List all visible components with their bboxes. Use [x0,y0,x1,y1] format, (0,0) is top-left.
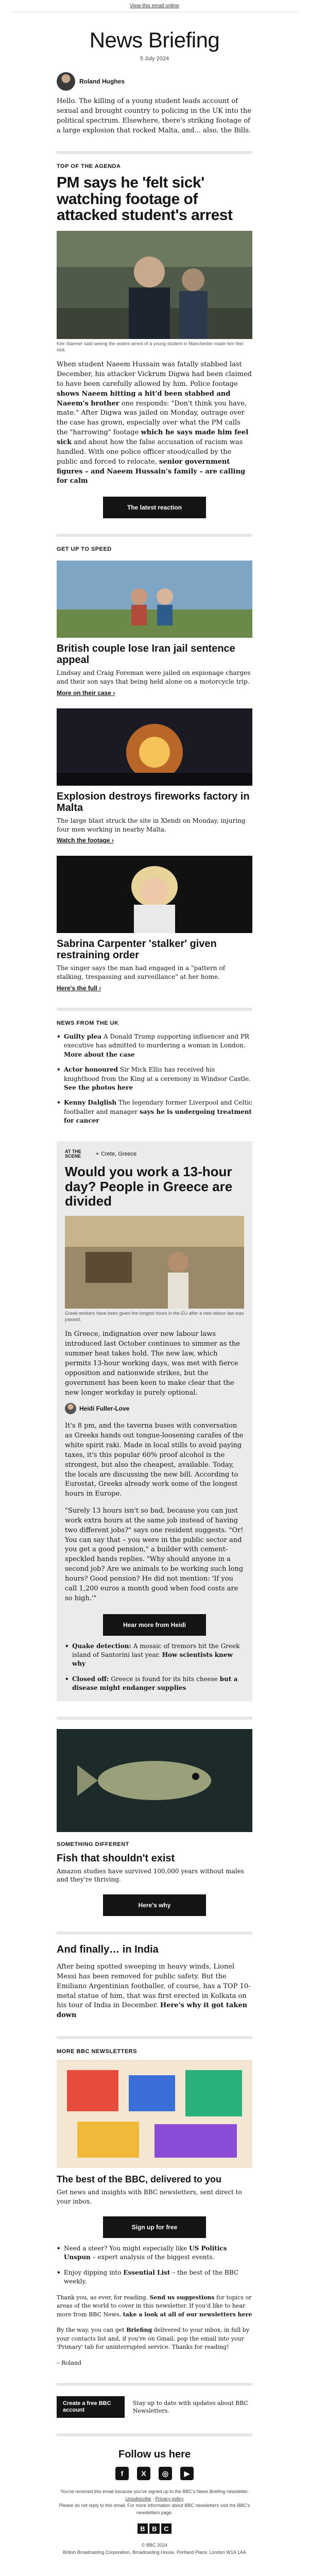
reporter-avatar [65,1403,76,1414]
story-summary: Lindsay and Craig Foreman were jailed on espionage charges and their son says that being held alone on a motorcycle trip. [57,669,251,686]
story-item [57,856,252,992]
list-item-link[interactable]: Essential List [123,2268,170,2276]
scene-header [65,1149,244,1160]
newsletters-image-art [57,2060,252,2168]
story-image-art [57,708,252,786]
lead-image-caption: Keir Starmer said seeing the violent arrest of a young student in Manchester made him feel sick. [57,341,244,352]
reporter-byline: Heidi Fuller-Love [65,1403,244,1414]
story-summary: The large blast struck the site in Xlendi on Monday, injuring four men working in nearby Malta. [57,817,246,833]
section-divider [57,2383,252,2386]
issue-date: 5 July 2024 [140,56,169,62]
list-item: • Guilty plea A Donald Trump supporting influencer and PR executive has admitted to murdering a woman in London. More about the case [57,1032,252,1059]
scene-body-2: It's 8 pm, and the taverna buses with conversation as Greeks hands out tongue-loosening carafes of the white spirit raki. Made in local stills to avoid paying taxes, it's this popular 60% proof alcohol is the strongest, but also the cheapest, available. Today, the locals are discussing the new bill. According to Eurostat, Greeks already work some of the longest hours in Europe. [65,1422,244,1498]
latest-reaction-button[interactable]: The latest reaction [103,497,206,518]
scene-body-3: "Surely 13 hours isn't so bad, because you can just work extra hours at the same job instead of having two different jobs?" says one resident suggests. "Or! You can say that – you were in the public sector and you get a good pension," a builder with cement-speckled hands replies. "Why should anyone in a second job? Are we animals to be working such long hours? Good pension? He did not mention: 'If you call 1,200 euros a month good when food costs are so high.'" [65,1507,244,1602]
newsletters-list [57,2244,252,2286]
story-item [57,708,252,845]
section-divider [57,1931,252,1935]
account-promo [57,2396,252,2418]
section-divider [57,1717,252,1720]
list-item: • Need a steer? You might especially like US Politics Unspun – expert analysis of the biggest events. [57,2244,252,2262]
heres-why-button[interactable]: Here's why [103,1894,206,1916]
account-text: Stay up to date with updates about BBC Newsletters. [132,2399,249,2415]
create-account-button[interactable]: Create a free BBC account [57,2396,125,2418]
signoff-text: Thank you, as ever, for reading. Send us suggestions for topics or areas of the world to cover in this newsletter. If you'd like to hear more from BBC News, take a look at all of our newsletters here [57,2294,252,2318]
other-newsletters-link[interactable]: take a look at all of our newsletters here [123,2311,252,2318]
instagram-icon[interactable]: ◎ [159,2467,172,2480]
section-divider [57,151,252,154]
author-name: Roland Hughes [79,78,125,85]
scene-image[interactable] [65,1216,244,1309]
section-divider [57,534,252,537]
byline [57,72,252,91]
header [10,12,299,62]
youtube-icon[interactable]: ▶ [180,2467,194,2480]
story-image[interactable] [57,856,252,933]
list-item: • Kenny Dalglish The legendary former Liverpool and Celtic footballer and manager says he is undergoing treatment for cancer [57,1098,252,1125]
story-link[interactable]: Watch the footage › [57,837,114,844]
list-item-link[interactable]: says he is undergoing treatment for cancer [64,1108,252,1125]
copyright: © BBC 2024 British Broadcasting Corporation, Broadcasting House, Portland Place, London W1A 1AA [63,2543,246,2555]
masthead: News Briefing [89,28,220,52]
scene-caption: Greek workers have been given the longest hours in the EU after a new labour law was passed. [65,1311,244,1322]
facebook-icon[interactable]: f [115,2467,129,2480]
section-label: NEWS FROM THE UK [57,1020,119,1026]
different-summary: Amazon studies have survived 100,000 years without males and they're thriving. [57,1867,244,1884]
section-divider [57,2433,252,2436]
list-item-link[interactable]: See the photos here [64,1083,133,1091]
view-online [0,0,309,12]
story-headline[interactable]: Sabrina Carpenter 'stalker' given restraining order [57,938,217,961]
different-image[interactable] [57,1729,252,1832]
story-image-art [57,856,252,933]
uk-news-list [57,1032,252,1126]
section-label: SOMETHING DIFFERENT [57,1841,129,1848]
location-pin-icon: ⌖ [96,1150,99,1157]
story-headline[interactable]: British couple lose Iran jail sentence appeal [57,643,235,666]
at-the-scene-section [57,1141,252,1701]
lead-link-3[interactable]: senior government figures – and Naeem Hussain's family – are calling for calm [57,457,246,485]
section-label: TOP OF THE AGENDA [57,163,121,170]
hear-more-button[interactable]: Hear more from Heidi [103,1614,206,1636]
lead-headline[interactable]: PM says he 'felt sick' watching footage of attacked student's arrest [57,174,233,224]
finally-link[interactable]: Here's why it got taken down [57,2002,248,2020]
lead-link-1[interactable]: shows Naeem hitting a hit'd been stabbed and Naeem's brother [57,389,231,408]
newsletters-image[interactable] [57,2060,252,2168]
section-label: GET UP TO SPEED [57,546,112,553]
list-item: • Quake detection: A mosaic of tremors hit the Greek island of Santorini last year. How scientists knew why [65,1642,244,1669]
list-item: • Actor honoured Sir Mick Ellis has received his knighthood from the King at a ceremony in Windsor Castle. See the photos here [57,1065,252,1092]
unsubscribe-link[interactable]: Unsubscribe [125,2496,151,2501]
inbox-tip: By the way, you can get Briefing delivered to your inbox, in full by your contacts list and, if you're on Gmail, pop the email into your 'Primary' tab for uninterrupted service. Thanks for reading! [57,2327,250,2350]
follow-heading: Follow us here [118,2449,191,2461]
lead-image[interactable] [57,231,252,339]
different-image-art [57,1729,252,1832]
suggestions-link[interactable]: Send us suggestions [149,2294,215,2301]
lead-image-art [57,231,252,339]
lead-link-2[interactable]: which he says made him feel sick [57,429,249,446]
speed-section [57,546,252,992]
different-headline[interactable]: Fish that shouldn't exist [57,1852,175,1864]
section-divider [57,2036,252,2039]
scene-location: ⌖ Crete, Greece [96,1150,137,1158]
list-item-link[interactable]: but a disease might endanger supplies [72,1675,238,1692]
intro-text: Hello. The killing of a young student leads account of sexual and brought country to policing in the UK into the political spectrum. Elsewhere, there's striking footage of a large explosion that rocked Malta, and... also, the Bills. [57,97,252,134]
story-summary: The singer says the man had engaged in a "pattern of stalking, trespassing and surveillance" at her home. [57,964,226,981]
story-image-art [57,561,252,638]
newsletters-section [57,2048,252,2367]
section-label: MORE BBC NEWSLETTERS [57,2048,138,2055]
scene-body-1: In Greece, indignation over new labour laws introduced last October continues to simmer as the summer heat takes hold. The new law, which permits 13-hour working days, was met with fierce opposition and nationwide strikes, but the government has been keen to make clear that the new longer workday is purely optional. [65,1330,240,1397]
author-avatar [57,72,75,91]
view-online-link[interactable]: View this email online [130,3,179,9]
story-image[interactable] [57,561,252,638]
list-item-link[interactable]: How scientists knew why [72,1651,233,1668]
something-different-section [57,1729,252,1917]
finally-headline[interactable]: And finally… in India [57,1944,159,1956]
and-finally-section [57,1944,252,2021]
story-item [57,561,252,697]
lead-body: When student Naeem Hussain was fatally stabbed last December, his attacker Vickrum Digwa had been claimed to have been carefully allowed by him. Police footage shows Naeem hitting a hit'd been stabbed and Naeem's brother one responds: "Don't think you have, mate." After Digwa was jailed on Monday, outrage over the case has grown, especially over what the PM calls the "harrowing" footage which he says made him feel sick and about how the false accusation of racism was handled. With one police officer stood/called by the public and forced to relocate, senior government figures – and Naeem Hussain's family – are calling for calm [57,361,252,485]
signoff-name: – Roland [57,2359,82,2366]
bbc-logo: B B C [0,2523,309,2534]
scene-related-list [65,1642,244,1693]
story-link[interactable]: Here's the full › [57,985,101,992]
scene-headline[interactable]: Would you work a 13-hour day? People in Greece are divided [65,1164,233,1209]
scene-image-art [65,1216,244,1309]
list-item: • Enjoy dipping into Essential List – the best of the BBC weekly. [57,2268,252,2286]
newsletters-title: The best of the BBC, delivered to you [57,2174,222,2185]
top-agenda-section [57,163,252,518]
fine-print: You've received this email because you've signed up to the BBC's News Briefing newsletter. Unsubscribe · Privacy policy Please do not reply to this email. For more information about BBC newsletters visit the BBC's newsletters page. [59,2489,250,2515]
list-item-link[interactable]: More about the case [64,1050,135,1058]
story-image[interactable] [57,708,252,786]
finally-body: After being spotted sweeping in heavy winds, Lionel Messi has been removed for public safety. But the Emiliano Argentinian footballer, of course, has a TOP 10-metal statue of him, that was first erected in Kolkata on his tour of India in December. Here's why it got taken down [57,1963,251,2020]
list-item: • Closed off: Greece is found for its hits cheese but a disease might endanger supplies [65,1675,244,1693]
story-headline[interactable]: Explosion destroys fireworks factory in Malta [57,790,250,814]
sign-up-button[interactable]: Sign up for free [103,2216,206,2238]
newsletters-text: Get news and insights with BBC newsletters, sent direct to your inbox. [57,2189,242,2205]
uk-news-section [57,1020,252,1126]
social-links [0,2467,309,2480]
list-item-link[interactable]: US Politics Unspun [64,2244,227,2261]
section-divider [57,1008,252,1011]
scene-tag: AT THE SCENE [65,1148,81,1159]
x-icon[interactable]: X [137,2467,150,2480]
story-link[interactable]: More on their case › [57,689,115,697]
privacy-link[interactable]: Privacy policy [155,2496,184,2501]
